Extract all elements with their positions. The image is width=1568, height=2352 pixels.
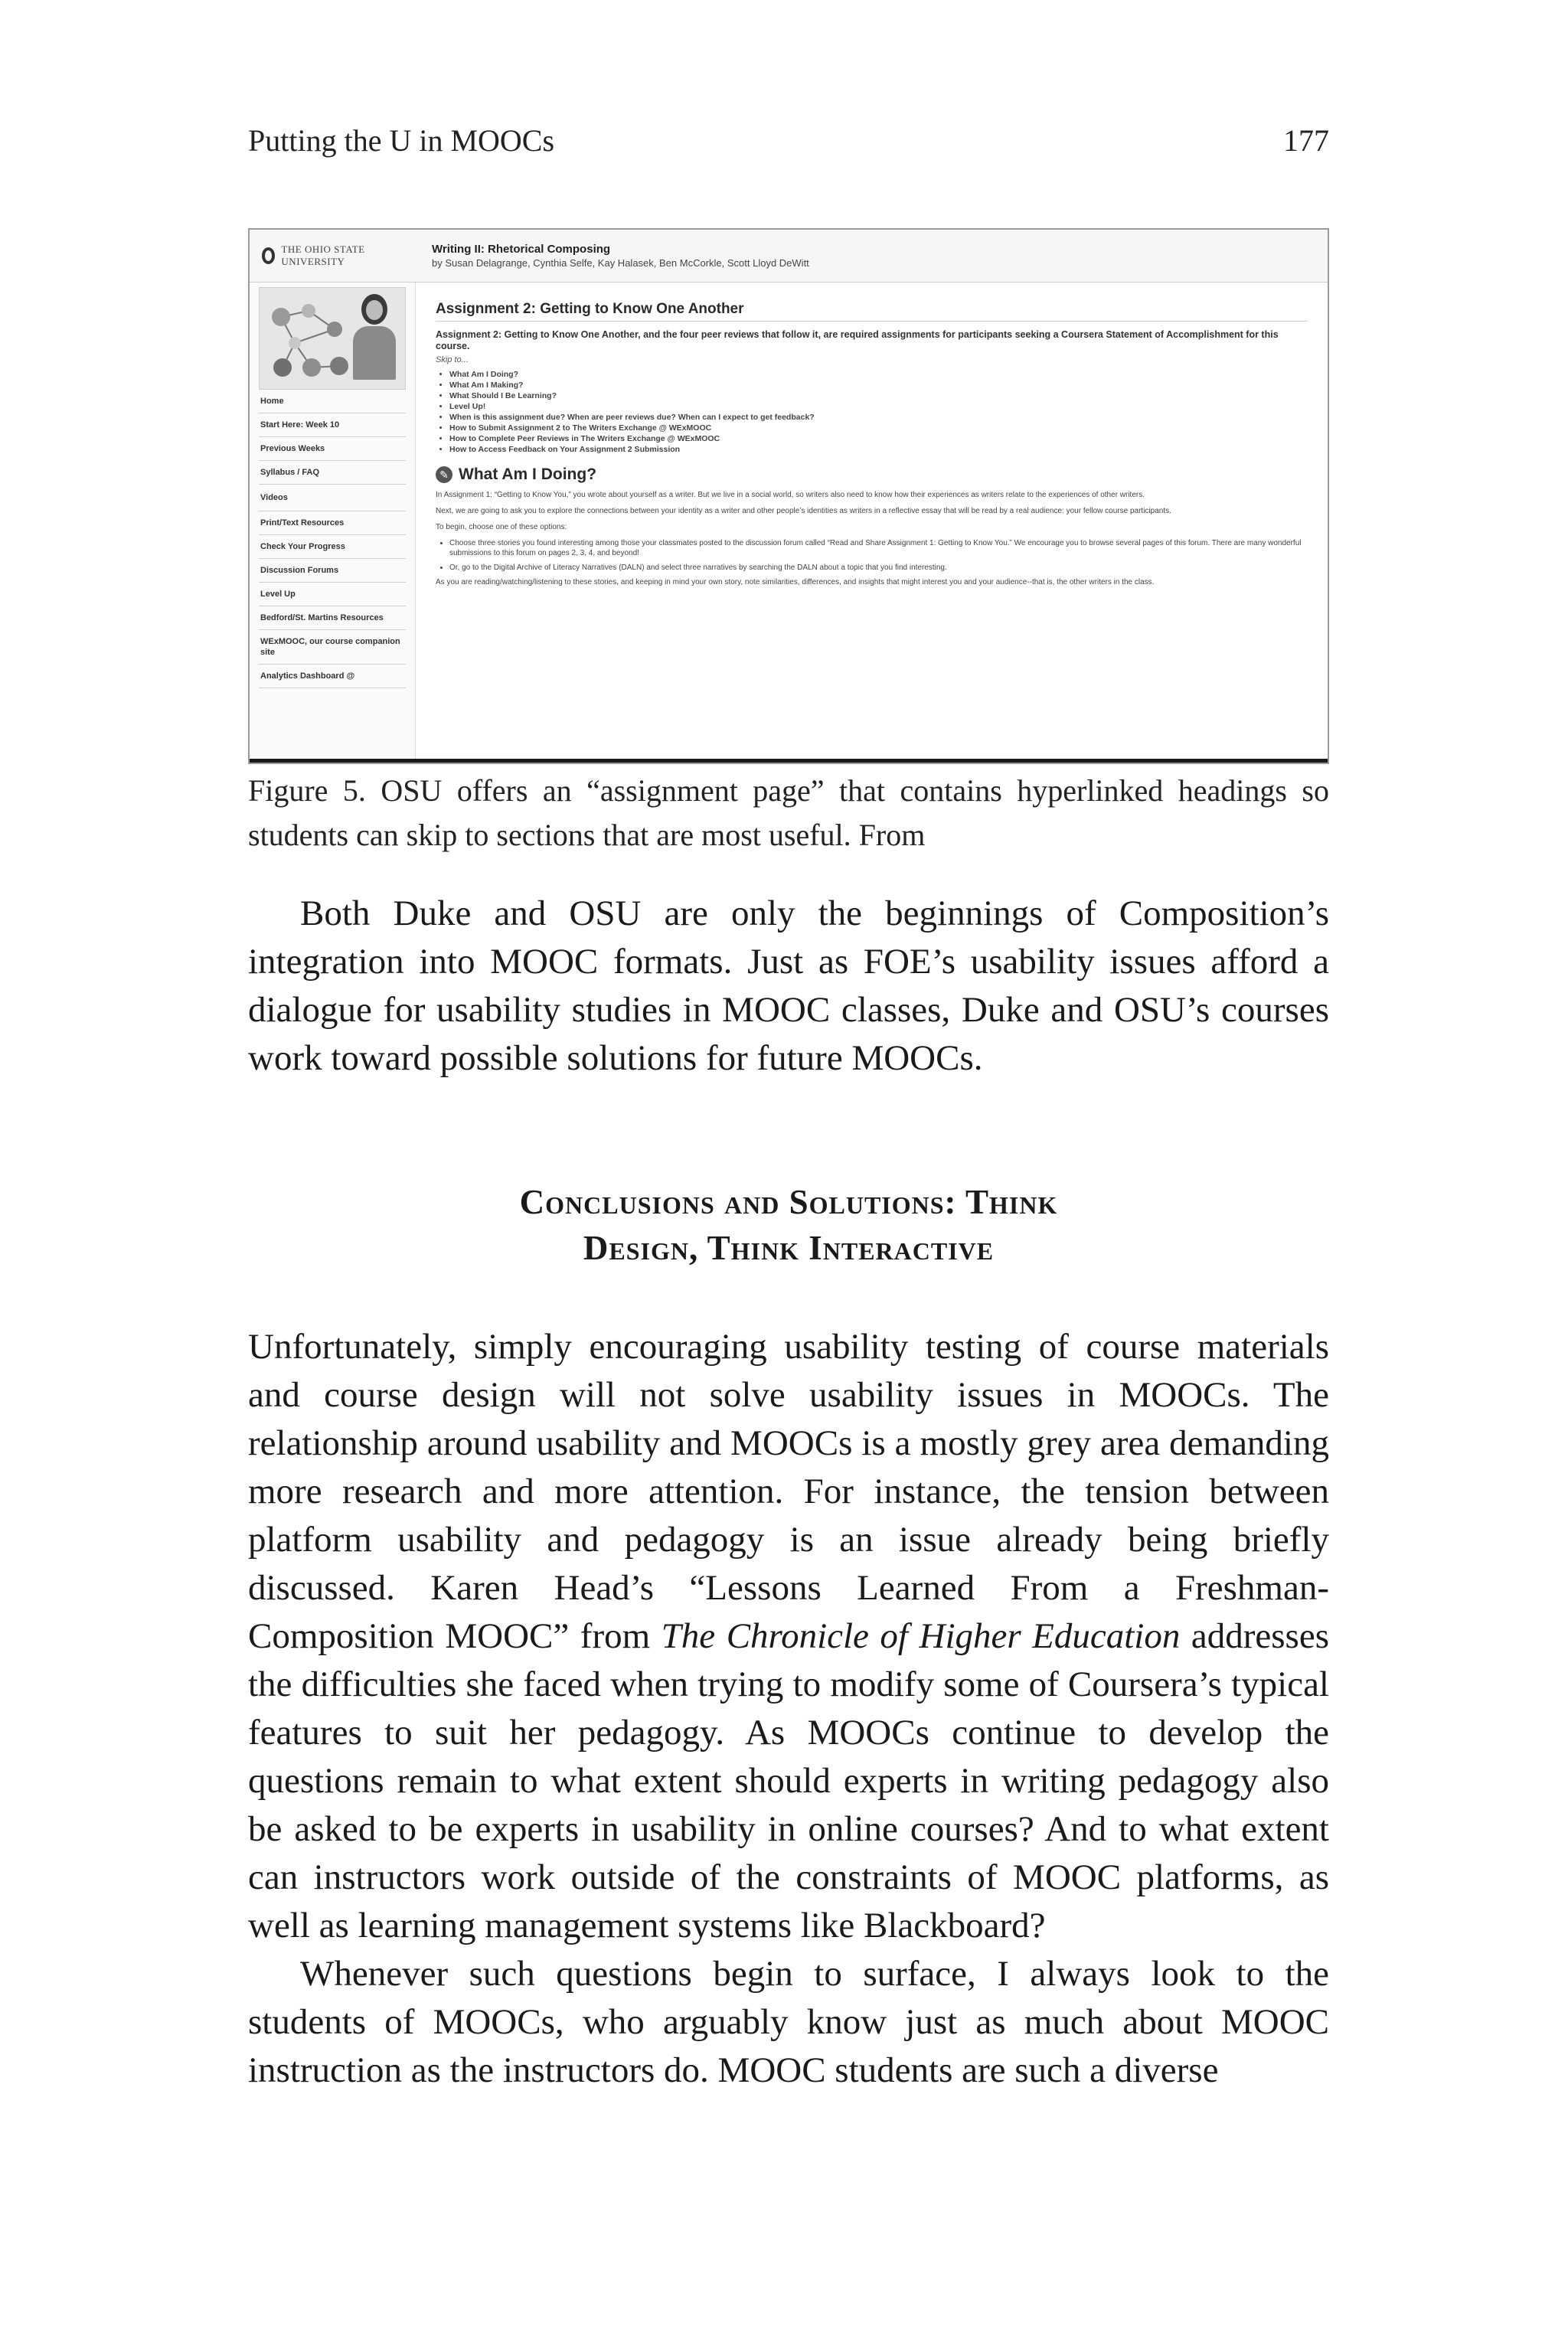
nav-level-up[interactable]: Level Up (259, 583, 406, 606)
osu-mark-icon (262, 247, 275, 264)
skip-link[interactable]: • When is this assignment due? When are peer reviews due? When can I expect to get feedback? (449, 412, 1308, 423)
section-heading (436, 466, 1308, 484)
nav-syllabus-faq[interactable]: Syllabus / FAQ (259, 461, 406, 485)
course-sidebar (250, 283, 416, 764)
skip-link[interactable]: • How to Access Feedback on Your Assignment 2 Submission (449, 444, 1308, 455)
section-paragraph: To begin, choose one of these options: (436, 523, 567, 531)
nav-analytics-dashboard[interactable]: Analytics Dashboard @ (259, 665, 406, 688)
skip-link[interactable]: • How to Complete Peer Reviews in The Writers Exchange @ WExMOOC (449, 433, 1308, 444)
title-divider (436, 321, 1308, 322)
network-graph-icon (264, 296, 356, 381)
figure-caption: Figure 5. OSU offers an “assignment page” that contains hyperlinked headings so students can skip to sections that are most useful. From (248, 773, 1329, 852)
nav-videos[interactable]: Videos (259, 485, 406, 511)
section-paragraph: In Assignment 1: “Getting to Know You,” you wrote about yourself as a writer. But we live in a social world, so writers also need to know how their experiences as writers relate to the experiences of other writers. (436, 491, 1145, 499)
skip-links (436, 369, 1308, 455)
nav-discussion-forums[interactable]: Discussion Forums (259, 559, 406, 583)
section-heading-conclusions (248, 1179, 1329, 1271)
paragraph-1-text: Both Duke and OSU are only the beginnings of Composition’s integration into MOOC formats. Just as FOE’s usability issues afford a dialogue for usability studies in MOOC classes, Duke and OSU’s courses work toward possible solutions for future MOOCs. (248, 893, 1329, 1078)
pencil-icon: ✎ (436, 466, 452, 483)
figure-bottom-rule (250, 759, 1328, 763)
paragraph-2-part-1: Unfortunately, simply encouraging usability testing of course materials and course design will not solve usability issues in MOOCs. The relationship around usability and MOOCs is a mostly grey area demanding more research and more attention. For instance, the tension between platform usability and pedagogy is an issue already being briefly discussed. Karen Head’s “Lessons Learned From a Freshman-Composition MOOC” from (248, 1327, 1329, 1656)
person-face (366, 300, 383, 320)
skip-link[interactable]: • How to Submit Assignment 2 to The Writers Exchange @ WExMOOC (449, 423, 1308, 433)
course-title: Writing II: Rhetorical Composing (432, 243, 611, 256)
running-head (248, 122, 1329, 158)
options-list (436, 538, 1308, 573)
course-body (250, 283, 1328, 764)
osu-logo[interactable] (262, 243, 423, 268)
section-paragraph: Next, we are going to ask you to explore the connections between your identity as a writer and other people’s identities as writers in a reflective essay that will be read by a real audience: your fellow course participants. (436, 507, 1171, 515)
course-hero-image (259, 287, 406, 390)
nav-check-progress[interactable]: Check Your Progress (259, 535, 406, 559)
paragraph-1 (248, 890, 1329, 1083)
student-photo (350, 294, 399, 384)
nav-wexmooc[interactable]: WExMOOC, our course companion site (259, 630, 406, 665)
nav-home[interactable]: Home (259, 390, 406, 413)
paragraph-2 (248, 1323, 1329, 1950)
skip-link[interactable]: • Level Up! (449, 401, 1308, 412)
skip-link[interactable]: • What Am I Making? (449, 380, 1308, 390)
nav-previous-weeks[interactable]: Previous Weeks (259, 437, 406, 461)
section-paragraph: As you are reading/watching/listening to these stories, and keeping in mind your own story, note similarities, differences, and insights that might interest you and your audience--that is, the other writers in the class. (436, 578, 1155, 586)
page-number: 177 (1283, 123, 1329, 158)
option-item: • Or, go to the Digital Archive of Literacy Narratives (DALN) and select three narratives by searching the DALN about a topic that you find interesting. (449, 563, 1308, 573)
body-continued (248, 1323, 1329, 2095)
nav-bedford-resources[interactable]: Bedford/St. Martins Resources (259, 606, 406, 630)
nav-print-text-resources[interactable]: Print/Text Resources (259, 511, 406, 535)
assignment-description: Assignment 2: Getting to Know One Another, and the four peer reviews that follow it, are required assignments for participants seeking a Coursera Statement of Accomplishment for this course. (436, 329, 1279, 351)
heading-line-2: Design, Think Interactive (583, 1229, 995, 1267)
skip-link[interactable]: • What Should I Be Learning? (449, 390, 1308, 401)
assignment-content (416, 283, 1328, 764)
person-body (353, 326, 396, 380)
course-authors: by Susan Delagrange, Cynthia Selfe, Kay Halasek, Ben McCorkle, Scott Lloyd DeWitt (432, 257, 809, 269)
osu-logo-text: THE OHIO STATE UNIVERSITY (281, 243, 365, 267)
heading-line-1: Conclusions and Solutions: Think (519, 1183, 1058, 1221)
course-header (250, 230, 1328, 283)
skip-to-label: Skip to... (436, 355, 469, 364)
running-head-title: Putting the U in MOOCs (248, 123, 555, 158)
course-info (432, 243, 809, 269)
section-title: What Am I Doing? (459, 466, 597, 483)
option-item: • Choose three stories you found interesting among those your classmates posted to the discussion forum called “Read and Share Assignment 1: Getting to Know You.” We encourage you to browse several pages of this forum. There are many wonderful submissions to this forum on pages 2, 3, 4, and beyond! (449, 538, 1308, 558)
course-nav (250, 390, 415, 688)
chronicle-title: The Chronicle of Higher Education (661, 1616, 1181, 1656)
paragraph-3: Whenever such questions begin to surface, I always look to the students of MOOCs, who arguably know just as much about MOOC instruction as the instructors do. MOOC students are such a diverse (248, 1954, 1329, 2090)
nav-start-here[interactable]: Start Here: Week 10 (259, 413, 406, 437)
assignment-title: Assignment 2: Getting to Know One Another (436, 301, 744, 317)
figure-screenshot (248, 228, 1329, 764)
skip-link[interactable]: • What Am I Doing? (449, 369, 1308, 380)
paragraph-2-part-2: addresses the difficulties she faced when trying to modify some of Coursera’s typical features to suit her pedagogy. As MOOCs continue to develop the questions remain to what extent should experts in writing pedagogy also be asked to be experts in usability in online courses? And to what extent can instructors work outside of the constraints of MOOC platforms, as well as learning management systems like Blackboard? (248, 1616, 1329, 1945)
